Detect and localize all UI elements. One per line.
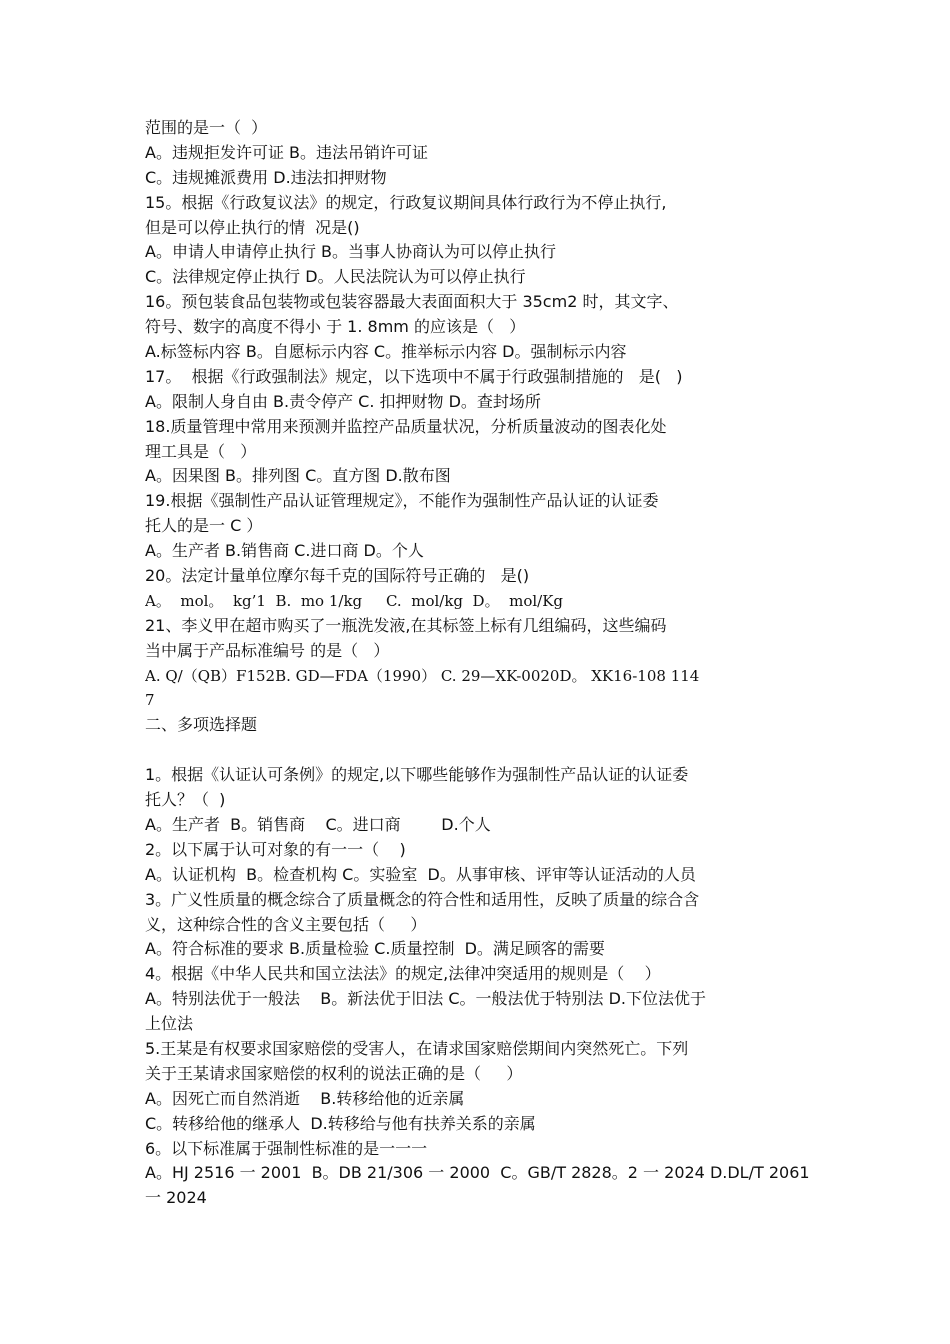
text-line: 当中属于产品标准编号 的是（ ）: [145, 640, 390, 660]
text-line: A.标签标内容 B。自愿标示内容 C。推举标示内容 D。强制标示内容: [145, 342, 627, 362]
text-line: 20。法定计量单位摩尔每千克的国际符号正确的 是(): [145, 566, 530, 586]
text-line: 16。预包装食品包装物或包装容器最大表面面积大于 35cm2 时，其文字、: [145, 292, 679, 312]
text-line: A。因死亡而自然消逝 B.转移给他的近亲属: [145, 1088, 465, 1108]
text-line: 5.王某是有权要求国家赔偿的受害人，在请求国家赔偿期间内突然死亡。下列: [145, 1038, 689, 1058]
text-line: 上位法: [145, 1014, 194, 1034]
text-line: A。申请人申请停止执行 B。当事人协商认为可以停止执行: [145, 242, 557, 262]
text-line: A。生产者 B。销售商 C。进口商 D.个人: [145, 814, 491, 834]
text-line-mono: 7: [145, 691, 155, 710]
text-line: 托人的是一 C ）: [145, 516, 263, 536]
text-line: 17。 根据《行政强制法》规定，以下选项中不属于行政强制措施的 是( ): [145, 366, 683, 386]
text-line: C。违规摊派费用 D.违法扣押财物: [145, 167, 387, 187]
text-line: A。认证机构 B。检查机构 C。实验室 D。从事审核、评审等认证活动的人员: [145, 864, 696, 884]
text-line: A。生产者 B.销售商 C.进口商 D。个人: [145, 541, 424, 561]
text-line: 符号、数字的高度不得小 于 1. 8mm 的应该是（ ）: [145, 317, 526, 337]
text-line: C。转移给他的继承人 D.转移给与他有扶养关系的亲属: [145, 1113, 536, 1133]
text-line: 托人？（ ): [145, 790, 226, 810]
text-line: 范围的是一（ ）: [145, 118, 268, 137]
text-line: 6。以下标准属于强制性标准的是一一一: [145, 1138, 428, 1158]
text-line: A。限制人身自由 B.责令停产 C. 扣押财物 D。查封场所: [145, 391, 541, 411]
text-line: 19.根据《强制性产品认证管理规定》，不能作为强制性产品认证的认证委: [145, 491, 659, 511]
text-line: 15。根据《行政复议法》的规定，行政复议期间具体行政行为不停止执行,: [145, 192, 667, 212]
text-line: A。违规拒发许可证 B。违法吊销许可证: [145, 142, 429, 162]
text-line: 理工具是（ ）: [145, 441, 257, 461]
text-line: A。符合标准的要求 B.质量检验 C.质量控制 D。满足顾客的需要: [145, 939, 605, 959]
document-page: [145, 116, 815, 1211]
text-line: A。因果图 B。排列图 C。直方图 D.散布图: [145, 466, 451, 486]
section-heading: 二、多项选择题: [145, 715, 258, 735]
text-line: A。HJ 2516 一 2001 B。DB 21/306 一 2000 C。GB/T 2828。2 一 2024 D.DL/T 2061: [145, 1163, 810, 1183]
text-line: 2。以下属于认可对象的有一一（ ): [145, 839, 406, 859]
text-line: C。法律规定停止执行 D。人民法院认为可以停止执行: [145, 267, 526, 287]
text-line: 关于王某请求国家赔偿的权利的说法正确的是（ ）: [145, 1063, 523, 1083]
text-line-mono: A。 mol。 kg’1 B. mo 1/kg C. mol/kg D。 mol/Kg: [145, 591, 564, 610]
text-line: 3。广义性质量的概念综合了质量概念的符合性和适用性，反映了质量的综合含: [145, 889, 700, 909]
text-line: 但是可以停止执行的情 况是(): [145, 217, 360, 237]
text-line: 一 2024: [145, 1188, 207, 1208]
text-line: 21、李义甲在超市购买了一瓶洗发液,在其标签上标有几组编码，这些编码: [145, 615, 667, 635]
text-line: 1。根据《认证认可条例》的规定,以下哪些能够作为强制性产品认证的认证委: [145, 765, 689, 785]
blank-line: [145, 738, 815, 763]
text-line-mono: A. Q/（QB）F152B. GD—FDA（1990） C. 29—XK-0020D。 XK16-108 114: [145, 666, 700, 685]
text-line: 义，这种综合性的含义主要包括（ ）: [145, 914, 427, 934]
text-line: 18.质量管理中常用来预测并监控产品质量状况，分析质量波动的图表化处: [145, 416, 667, 436]
text-line: 4。根据《中华人民共和国立法法》的规定,法律冲突适用的规则是（ ）: [145, 964, 661, 984]
text-line: A。特别法优于一般法 B。新法优于旧法 C。一般法优于特别法 D.下位法优于: [145, 989, 707, 1009]
